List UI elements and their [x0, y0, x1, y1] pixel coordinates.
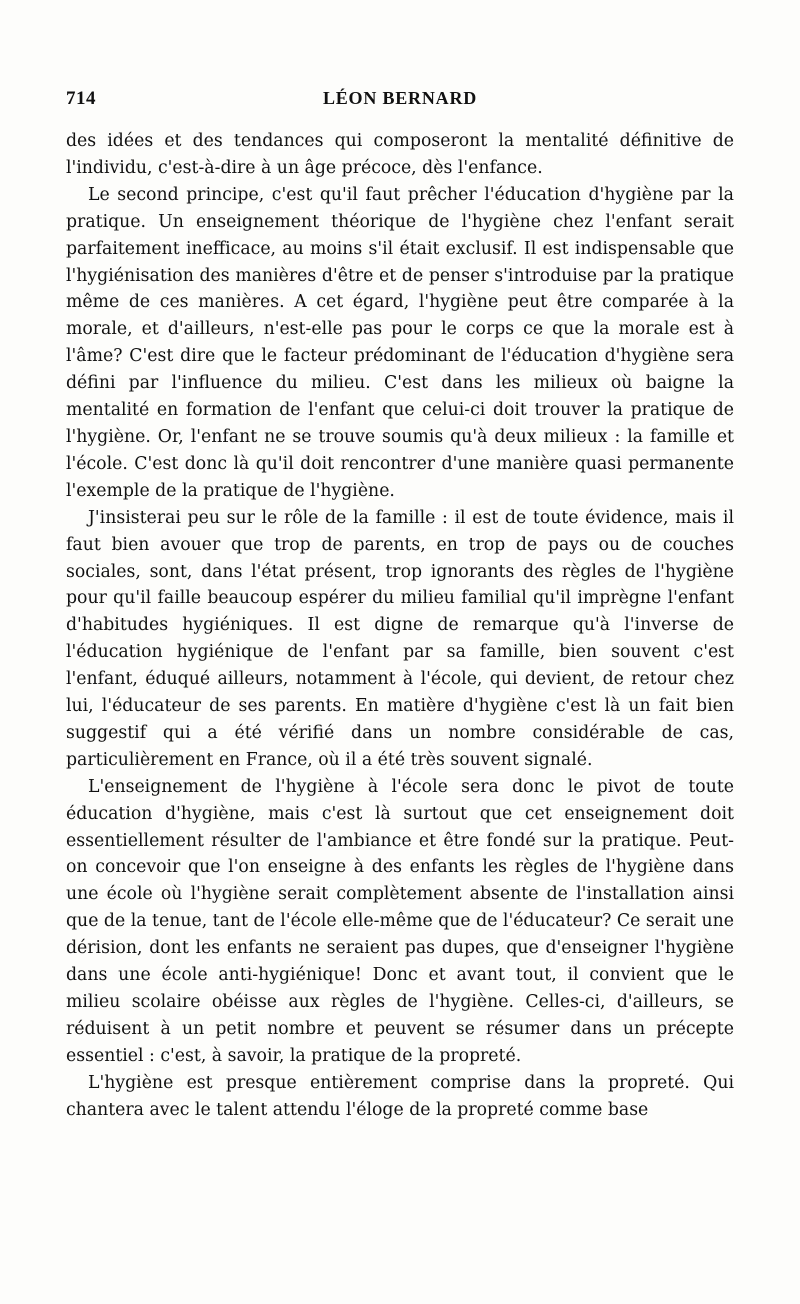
paragraph-continued: des idées et des tendances qui composeront la mentalité définitive de l'individu, c'est-à-dire à un âge précoce, dès l'enfance. [66, 131, 734, 178]
page-header [66, 88, 734, 112]
page-number: 714 [66, 88, 96, 109]
paragraph: Le second principe, c'est qu'il faut prêcher l'éducation d'hygiène par la pratique. Un enseignement théorique de l'hygiène chez l'enfant serait parfaitement inefficace, au moins s'il était exclusif. Il est indispensable que l'hygiénisation des manières d'être et de penser s'introduise par la pratique même de ces manières. A cet égard, l'hygiène peut être comparée à la morale, et d'ailleurs, n'est-elle pas pour le corps ce que la morale est à l'âme? C'est dire que le facteur prédominant de l'éducation d'hygiène sera défini par l'influence du milieu. C'est dans les milieux où baigne la mentalité en formation de l'enfant que celui-ci doit trouver la pratique de l'hygiène. Or, l'enfant ne se trouve soumis qu'à deux milieux : la famille et l'école. C'est donc là qu'il doit rencontrer d'une manière quasi permanente l'exemple de la pratique de l'hygiène. [66, 184, 734, 501]
paragraph: L'hygiène est presque entièrement comprise dans la propreté. Qui chantera avec le talent attendu l'éloge de la propreté comme base [66, 1072, 734, 1120]
body-text [66, 128, 734, 1124]
paragraph: L'enseignement de l'hygiène à l'école sera donc le pivot de toute éducation d'hygiène, mais c'est là surtout que cet enseignement doit essentiellement résulter de l'ambiance et être fondé sur la pratique. Peut-on concevoir que l'on enseigne à des enfants les règles de l'hygiène dans une école où l'hygiène serait complètement absente de l'installation ainsi que de la tenue, tant de l'école elle-même que de l'éducateur? Ce serait une dérision, dont les enfants ne seraient pas dupes, que d'enseigner l'hygiène dans une école anti-hygiénique! Donc et avant tout, il convient que le milieu scolaire obéisse aux règles de l'hygiène. Celles-ci, d'ailleurs, se réduisent à un petit nombre et peuvent se résumer dans un précepte essentiel : c'est, à savoir, la pratique de la propreté. [66, 776, 734, 1066]
running-head: LÉON BERNARD [322, 88, 478, 108]
paragraph: J'insisterai peu sur le rôle de la famille : il est de toute évidence, mais il faut bien avouer que trop de parents, en trop de pays ou de couches sociales, sont, dans l'état présent, trop ignorants des règles de l'hygiène pour qu'il faille beaucoup espérer du milieu familial qu'il imprègne l'enfant d'habitudes hygiéniques. Il est digne de remarque qu'à l'inverse de l'éducation hygiénique de l'enfant par sa famille, bien souvent c'est l'enfant, éduqué ailleurs, notamment à l'école, qui devient, de retour chez lui, l'éducateur de ses parents. En matière d'hygiène c'est là un fait bien suggestif qui a été vérifié dans un nombre considérable de cas, particulièrement en France, où il a été très souvent signalé. [66, 507, 734, 770]
